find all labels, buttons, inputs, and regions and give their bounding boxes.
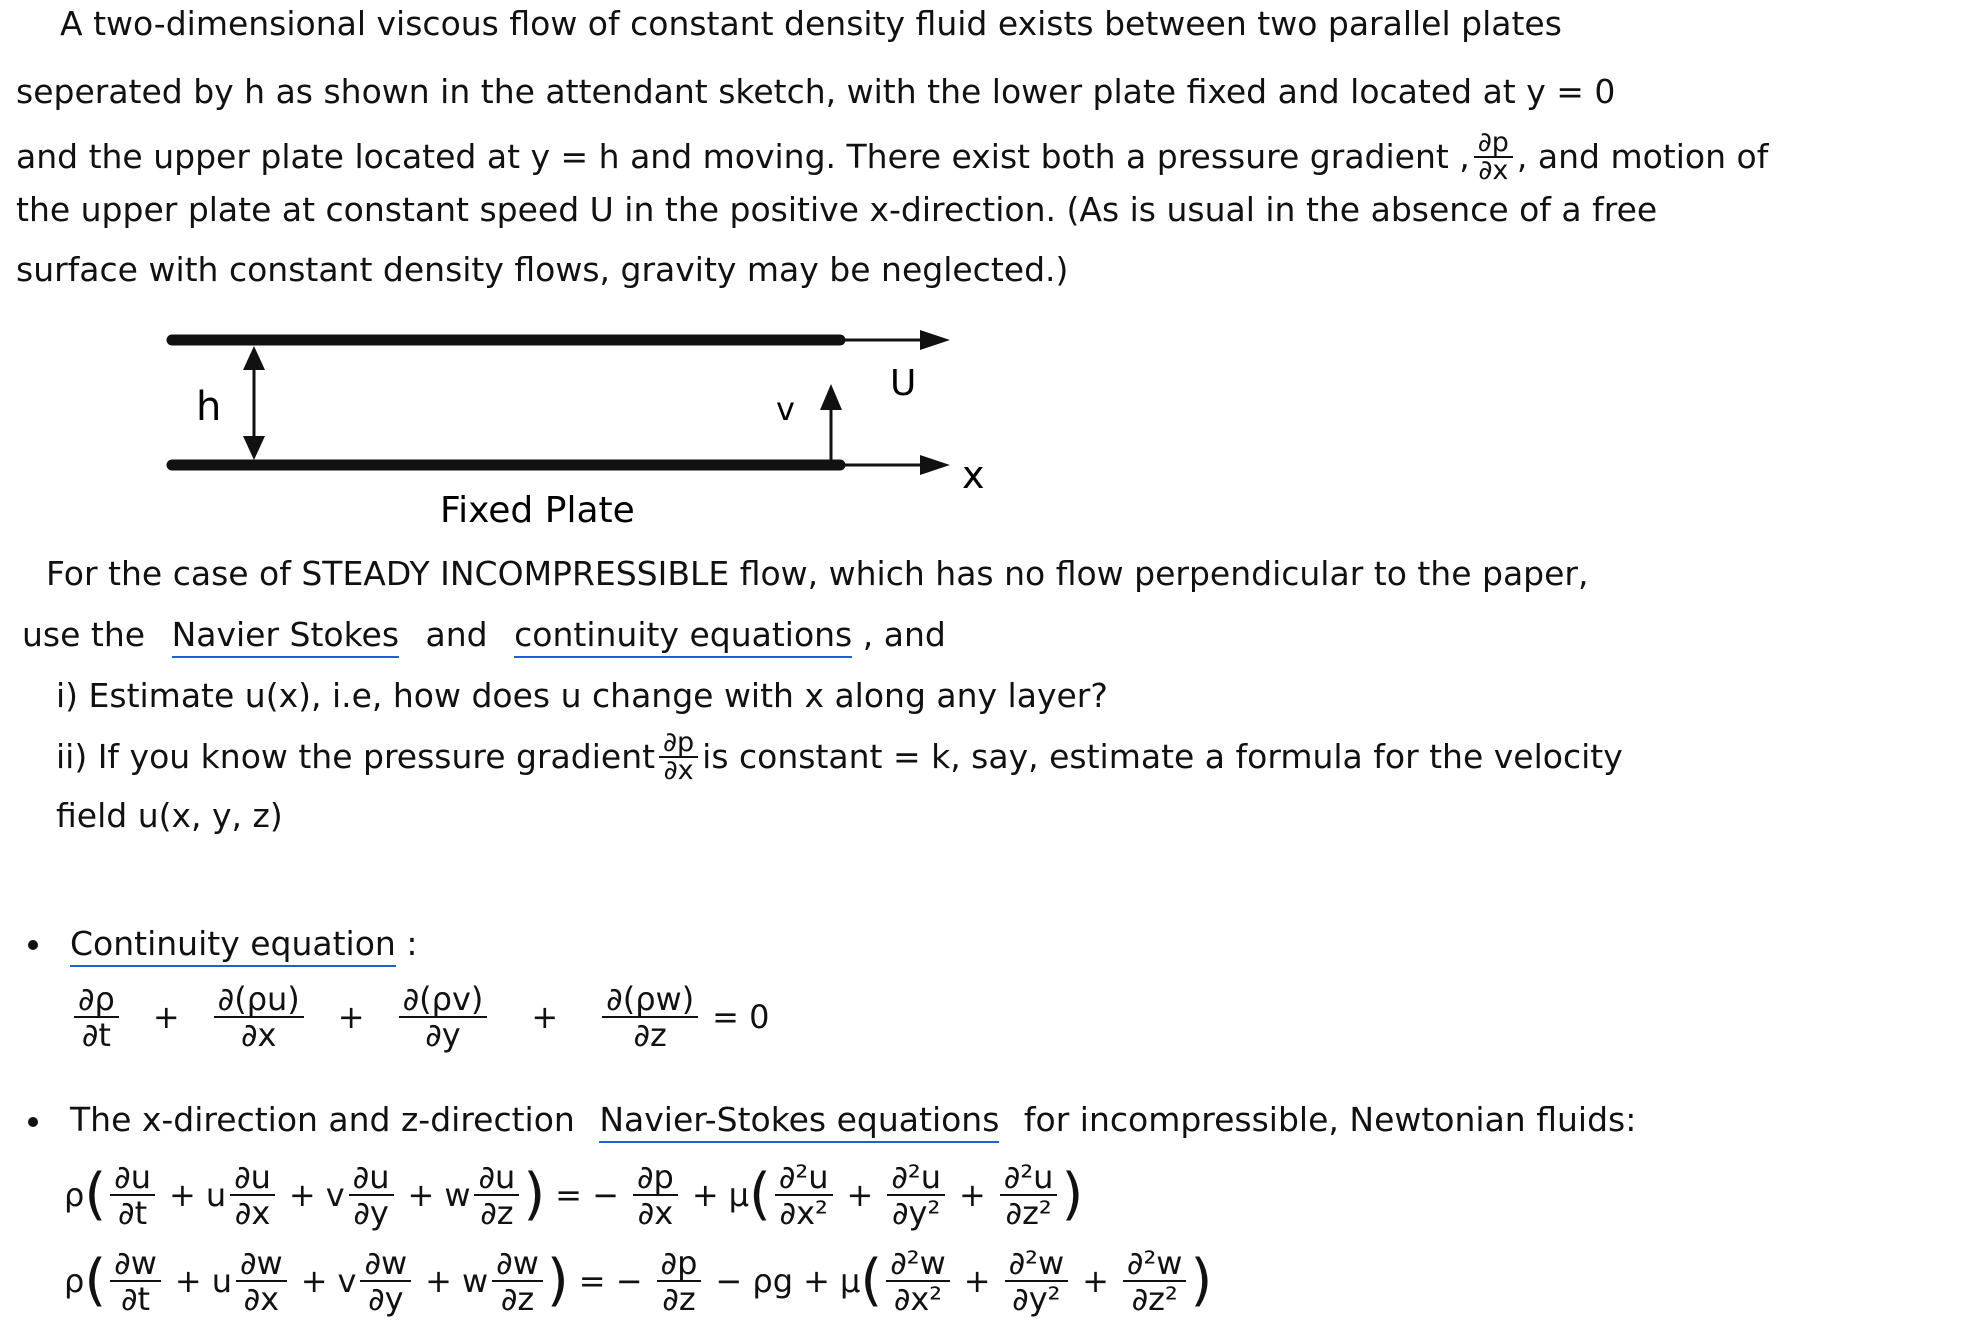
- navier-heading-underlined: Navier-Stokes equations: [599, 1100, 999, 1143]
- plus-sign: +: [337, 998, 365, 1036]
- fraction-denominator: ∂y: [368, 1280, 404, 1318]
- dw-dt: [110, 1246, 161, 1316]
- question-1: i) Estimate u(x), i.e, how does u change with x along any layer?: [56, 676, 1108, 715]
- d2u-dy2: [887, 1160, 945, 1230]
- gap-height-arrowhead-bottom: [243, 436, 265, 460]
- dw-dy: [360, 1246, 411, 1316]
- coef-v: v: [325, 1176, 345, 1214]
- plus-sign: +: [425, 1262, 452, 1300]
- d2w-dx2: [886, 1246, 950, 1316]
- coef-v: v: [337, 1262, 357, 1300]
- problem-line-2-text-c: , and: [862, 615, 946, 654]
- z-momentum-equation: [64, 1246, 1212, 1316]
- h-label: h: [196, 384, 222, 430]
- equals-minus: = −: [578, 1262, 643, 1300]
- problem-line-2: [22, 615, 946, 655]
- navier-heading-text-a: The x-direction and z-direction: [70, 1100, 575, 1139]
- fraction-denominator: ∂x: [1478, 155, 1509, 186]
- question-2-text-a: ii) If you know the pressure gradient: [56, 737, 656, 776]
- plus-sign: +: [846, 1176, 874, 1214]
- plus-sign: +: [288, 1176, 316, 1214]
- fraction-numerator: ∂²w: [1005, 1246, 1069, 1282]
- fraction-denominator: ∂z: [633, 1016, 667, 1054]
- plus-sign: +: [152, 998, 180, 1036]
- left-paren: (: [860, 1248, 883, 1313]
- fraction-denominator: ∂x: [243, 1280, 280, 1318]
- fraction-numerator: ∂u: [110, 1160, 155, 1196]
- fraction-denominator: ∂y: [353, 1194, 389, 1232]
- problem-line-2-text-b: and: [425, 615, 488, 654]
- fraction-numerator: ∂p: [633, 1160, 678, 1196]
- fraction-numerator: ∂²w: [886, 1246, 950, 1282]
- right-paren: ): [1061, 1162, 1084, 1227]
- right-paren: ): [523, 1162, 546, 1227]
- fraction-numerator: ∂u: [349, 1160, 394, 1196]
- plus-sign: +: [963, 1262, 991, 1300]
- fraction-numerator: ∂(ρv): [399, 982, 488, 1018]
- equals-minus: = −: [555, 1176, 619, 1214]
- plus-sign: +: [1082, 1262, 1109, 1300]
- question-2: [56, 727, 1623, 786]
- right-paren: ): [1190, 1248, 1213, 1313]
- fraction-numerator: ∂²u: [1000, 1160, 1058, 1196]
- dw-dz: [492, 1246, 543, 1316]
- fraction-numerator: ∂(ρu): [214, 982, 304, 1018]
- plus-sign: +: [958, 1176, 986, 1214]
- intro-line-1: A two-dimensional viscous flow of constant density fluid exists between two parallel plates: [60, 4, 1562, 43]
- fraction-denominator: ∂z: [500, 1280, 535, 1318]
- du-dx: [230, 1160, 275, 1230]
- fraction-numerator: ∂w: [492, 1246, 543, 1282]
- fraction-denominator: ∂z²: [1005, 1194, 1052, 1232]
- plus-sign: +: [300, 1262, 328, 1300]
- d2w-dz2: [1123, 1246, 1187, 1316]
- intro-line-4: the upper plate at constant speed U in the positive x-direction. (As is usual in the absence of a free: [16, 190, 1658, 229]
- continuity-heading: [70, 924, 417, 964]
- fraction-denominator: ∂y²: [1012, 1280, 1061, 1318]
- upper-plate-arrowhead: [920, 330, 950, 350]
- dw-dx: [236, 1246, 287, 1316]
- fraction-denominator: ∂z: [662, 1280, 696, 1318]
- fraction-numerator: ∂p: [1474, 130, 1513, 158]
- fraction-numerator: ∂u: [474, 1160, 519, 1196]
- right-paren: ): [546, 1248, 569, 1313]
- question-2-cont: field u(x, y, z): [56, 796, 283, 835]
- q2-pressure-gradient-fraction: [659, 727, 698, 786]
- rho-symbol: ρ: [64, 1176, 85, 1214]
- coef-w: w: [461, 1262, 489, 1300]
- velocity-v-arrowhead: [820, 384, 842, 410]
- intro-line-2: seperated by h as shown in the attendant sketch, with the lower plate fixed and located at y = 0: [16, 72, 1616, 111]
- fraction-numerator: ∂w: [360, 1246, 411, 1282]
- term-drho-dt: [74, 982, 119, 1052]
- du-dy: [349, 1160, 394, 1230]
- fraction-denominator: ∂t: [120, 1280, 151, 1318]
- navier-stokes-link: Navier Stokes: [172, 615, 399, 658]
- x-axis-arrowhead: [920, 455, 950, 475]
- mu-symbol: μ: [839, 1262, 861, 1300]
- fraction-numerator: ∂ρ: [74, 982, 119, 1018]
- continuity-heading-text: Continuity equation: [70, 924, 396, 967]
- problem-line-1: For the case of STEADY INCOMPRESSIBLE flow, which has no flow perpendicular to the paper,: [46, 554, 1589, 593]
- term-drhow-dz: [602, 982, 698, 1052]
- du-dt: [110, 1160, 155, 1230]
- fraction-numerator: ∂(ρw): [602, 982, 698, 1018]
- fraction-numerator: ∂w: [110, 1246, 161, 1282]
- fraction-numerator: ∂p: [657, 1246, 702, 1282]
- coef-w: w: [444, 1176, 471, 1214]
- plus-sign: +: [407, 1176, 435, 1214]
- intro-line-3-text-b: , and motion of: [1516, 137, 1769, 176]
- x-momentum-equation: [64, 1160, 1083, 1230]
- rho-symbol: ρ: [64, 1262, 85, 1300]
- plus-sign: +: [691, 1176, 719, 1214]
- fraction-denominator: ∂z²: [1131, 1280, 1178, 1318]
- coef-u: u: [211, 1262, 232, 1300]
- fraction-denominator: ∂x: [663, 755, 694, 786]
- dp-dx: [633, 1160, 678, 1230]
- fraction-denominator: ∂x²: [893, 1280, 943, 1318]
- continuity-equations-link: continuity equations: [514, 615, 852, 658]
- fraction-denominator: ∂x: [240, 1016, 277, 1054]
- intro-line-5: surface with constant density flows, gravity may be neglected.): [16, 250, 1069, 289]
- du-dz: [474, 1160, 519, 1230]
- dp-dz: [657, 1246, 702, 1316]
- mu-symbol: μ: [728, 1176, 749, 1214]
- term-drhou-dx: [214, 982, 304, 1052]
- d2u-dz2: [1000, 1160, 1058, 1230]
- bullet-continuity: [28, 940, 38, 950]
- fraction-denominator: ∂x: [637, 1194, 674, 1232]
- bullet-navier-stokes: [28, 1117, 38, 1127]
- fraction-numerator: ∂²u: [887, 1160, 945, 1196]
- fraction-denominator: ∂x²: [779, 1194, 828, 1232]
- continuity-equation: [70, 982, 780, 1052]
- plus-sign: +: [174, 1262, 202, 1300]
- fraction-denominator: ∂t: [118, 1194, 148, 1232]
- fraction-denominator: ∂t: [81, 1016, 111, 1054]
- continuity-heading-colon: :: [406, 924, 418, 963]
- intro-line-3-text-a: and the upper plate located at y = h and moving. There exist both a pressure gradient ,: [16, 137, 1470, 176]
- fraction-numerator: ∂u: [230, 1160, 275, 1196]
- term-drhov-dy: [399, 982, 488, 1052]
- left-paren: (: [749, 1162, 771, 1227]
- u-label: U: [890, 363, 917, 404]
- equals-zero: = 0: [712, 998, 770, 1036]
- fraction-numerator: ∂²w: [1123, 1246, 1187, 1282]
- problem-line-2-text-a: use the: [22, 615, 146, 654]
- left-paren: (: [84, 1162, 107, 1227]
- left-paren: (: [84, 1248, 107, 1313]
- v-label: v: [776, 390, 795, 428]
- x-label: x: [962, 453, 985, 497]
- plus-sign: +: [531, 998, 559, 1036]
- gravity-term: − ρg +: [715, 1262, 830, 1300]
- gap-height-arrowhead-top: [243, 346, 265, 370]
- fraction-denominator: ∂z: [480, 1194, 514, 1232]
- question-2-text-b: is constant = k, say, estimate a formula for the velocity: [702, 737, 1623, 776]
- coef-u: u: [205, 1176, 227, 1214]
- fraction-denominator: ∂x: [234, 1194, 271, 1232]
- fraction-numerator: ∂w: [236, 1246, 287, 1282]
- flow-sketch: [0, 0, 1964, 540]
- fraction-denominator: ∂y²: [892, 1194, 941, 1232]
- d2w-dy2: [1005, 1246, 1069, 1316]
- fraction-numerator: ∂²u: [775, 1160, 833, 1196]
- fixed-plate-label: Fixed Plate: [440, 490, 635, 531]
- navier-heading: [70, 1100, 1636, 1140]
- navier-heading-text-b: for incompressible, Newtonian fluids:: [1023, 1100, 1637, 1139]
- fraction-denominator: ∂y: [425, 1016, 461, 1054]
- fraction-numerator: ∂p: [659, 730, 698, 758]
- d2u-dx2: [775, 1160, 833, 1230]
- plus-sign: +: [169, 1176, 196, 1214]
